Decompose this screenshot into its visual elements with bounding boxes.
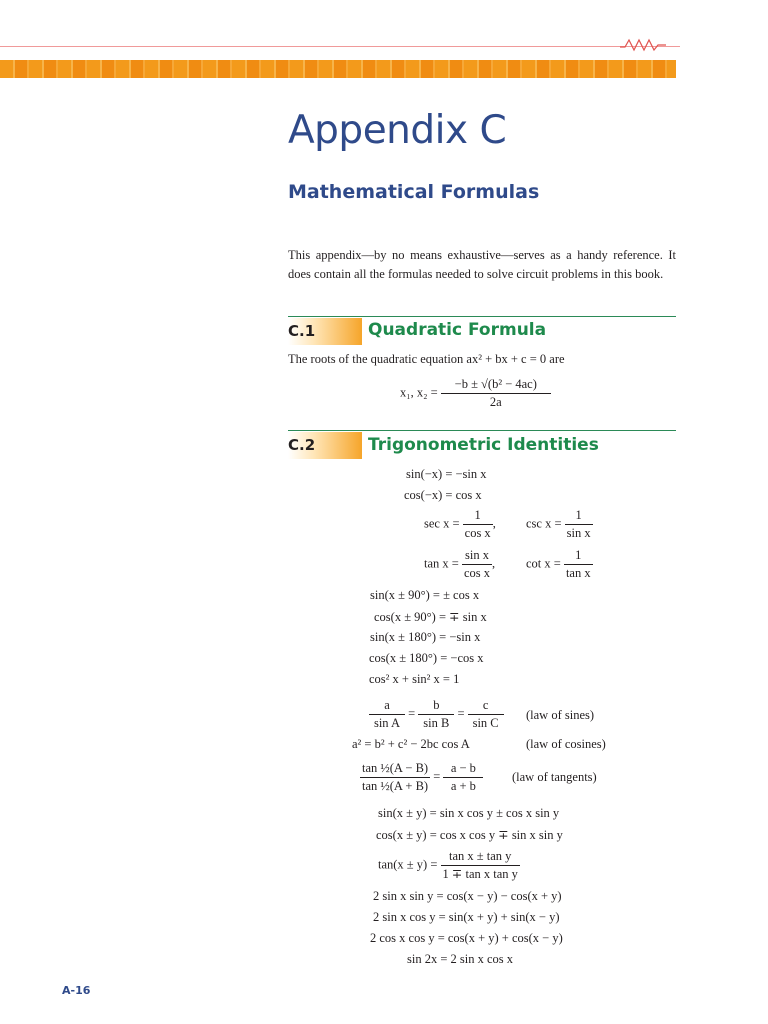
tangents-right-numerator: a − b (443, 760, 483, 778)
tan-lhs: tan x = (424, 556, 459, 571)
tan-fraction (462, 547, 492, 582)
sec-denominator: cos x (464, 526, 491, 540)
sec-fraction (463, 507, 493, 542)
sines-sinB: sin B (423, 716, 450, 730)
quadratic-formula (400, 376, 551, 411)
identity-line: cos(x ± 180°) = −cos x (369, 651, 484, 665)
identity-line: cos² x + sin² x = 1 (369, 672, 460, 686)
section-number-tab (288, 318, 362, 345)
quadratic-denominator: 2a (489, 395, 502, 409)
identity-line: sin 2x = 2 sin x cos x (407, 952, 514, 966)
cot-fraction (564, 547, 593, 582)
csc-lhs: csc x = (526, 516, 562, 531)
tan-denominator: cos x (463, 566, 490, 580)
header-rule (0, 46, 680, 47)
page-title: Appendix C (288, 108, 507, 153)
section-rule (288, 430, 676, 431)
tangents-right-denominator: a + b (450, 779, 476, 793)
tangents-left-fraction (360, 760, 430, 795)
equals: = (457, 706, 465, 721)
identity-line: cos(x ± 90°) = ∓ sin x (374, 610, 487, 624)
sines-sinC: sin C (472, 716, 499, 730)
cot-identity (526, 547, 593, 582)
identity-line: cos(−x) = cos x (404, 488, 482, 502)
sec-numerator: 1 (463, 507, 493, 525)
quadratic-lhs: x₁, x₂ = (400, 385, 438, 400)
law-note: (law of cosines) (526, 737, 606, 751)
section-title: Trigonometric Identities (368, 435, 599, 455)
cot-denominator: tan x (565, 566, 591, 580)
zigzag-ornament-icon (620, 38, 666, 52)
separator: , (492, 516, 496, 531)
sines-b: b (418, 697, 454, 715)
sines-fraction-a (369, 697, 405, 732)
law-of-cosines: a² = b² + c² − 2bc cos A (352, 737, 470, 751)
tangents-right-fraction (443, 760, 483, 795)
identity-line: cos(x ± y) = cos x cos y ∓ sin x sin y (376, 828, 563, 842)
csc-denominator: sin x (566, 526, 591, 540)
tan-sum-lhs: tan(x ± y) = (378, 857, 438, 872)
section-rule (288, 316, 676, 317)
csc-identity (526, 507, 593, 542)
equals: = (408, 706, 416, 721)
tan-sum-identity (378, 848, 520, 883)
law-of-tangents (360, 760, 483, 795)
intro-paragraph: This appendix—by no means exhaustive—serves as a handy reference. It does contain all the formulas needed to solve circuit problems in this book. (288, 248, 676, 281)
csc-numerator: 1 (565, 507, 593, 525)
identity-line: sin(x ± 90°) = ± cos x (370, 588, 480, 602)
identity-line: 2 sin x sin y = cos(x − y) − cos(x + y) (373, 889, 562, 903)
section-number: C.1 (288, 322, 316, 340)
identity-line: sin(−x) = −sin x (406, 467, 487, 481)
sines-fraction-c (468, 697, 504, 732)
cot-numerator: 1 (564, 547, 593, 565)
sines-c: c (468, 697, 504, 715)
equals: = (433, 769, 441, 784)
identity-line: 2 sin x cos y = sin(x + y) + sin(x − y) (373, 910, 560, 924)
law-note: (law of tangents) (512, 770, 597, 784)
tangents-numerator: tan ½(A − B) (360, 760, 430, 778)
tan-numerator: sin x (462, 547, 492, 565)
identity-line: 2 cos x cos y = cos(x + y) + cos(x − y) (370, 931, 563, 945)
law-note: (law of sines) (526, 708, 595, 722)
law-of-sines (369, 697, 504, 732)
identity-line: sin(x ± 180°) = −sin x (370, 630, 481, 644)
csc-fraction (565, 507, 593, 542)
page-subtitle: Mathematical Formulas (288, 181, 540, 203)
tan-sum-denominator: 1 ∓ tan x tan y (442, 867, 518, 881)
identity-line: sin(x ± y) = sin x cos y ± cos x sin y (378, 806, 560, 820)
tangents-denominator: tan ½(A + B) (362, 779, 429, 793)
section-title: Quadratic Formula (368, 320, 547, 340)
quadratic-text: The roots of the quadratic equation ax² + bx + c = 0 are (288, 352, 565, 366)
tan-sum-fraction (441, 848, 520, 883)
sec-lhs: sec x = (424, 516, 460, 531)
section-number: C.2 (288, 436, 316, 454)
decorative-band (0, 60, 676, 78)
quadratic-numerator: −b ± √(b² − 4ac) (441, 376, 551, 394)
separator: , (492, 556, 496, 571)
sines-sinA: sin A (373, 716, 401, 730)
tan-identity (424, 547, 495, 582)
cot-lhs: cot x = (526, 556, 561, 571)
quadratic-fraction (441, 376, 551, 411)
sec-identity (424, 507, 496, 542)
section-number-tab (288, 432, 362, 459)
tan-sum-numerator: tan x ± tan y (441, 848, 520, 866)
sines-fraction-b (418, 697, 454, 732)
page-number: A-16 (62, 984, 91, 997)
sines-a: a (369, 697, 405, 715)
